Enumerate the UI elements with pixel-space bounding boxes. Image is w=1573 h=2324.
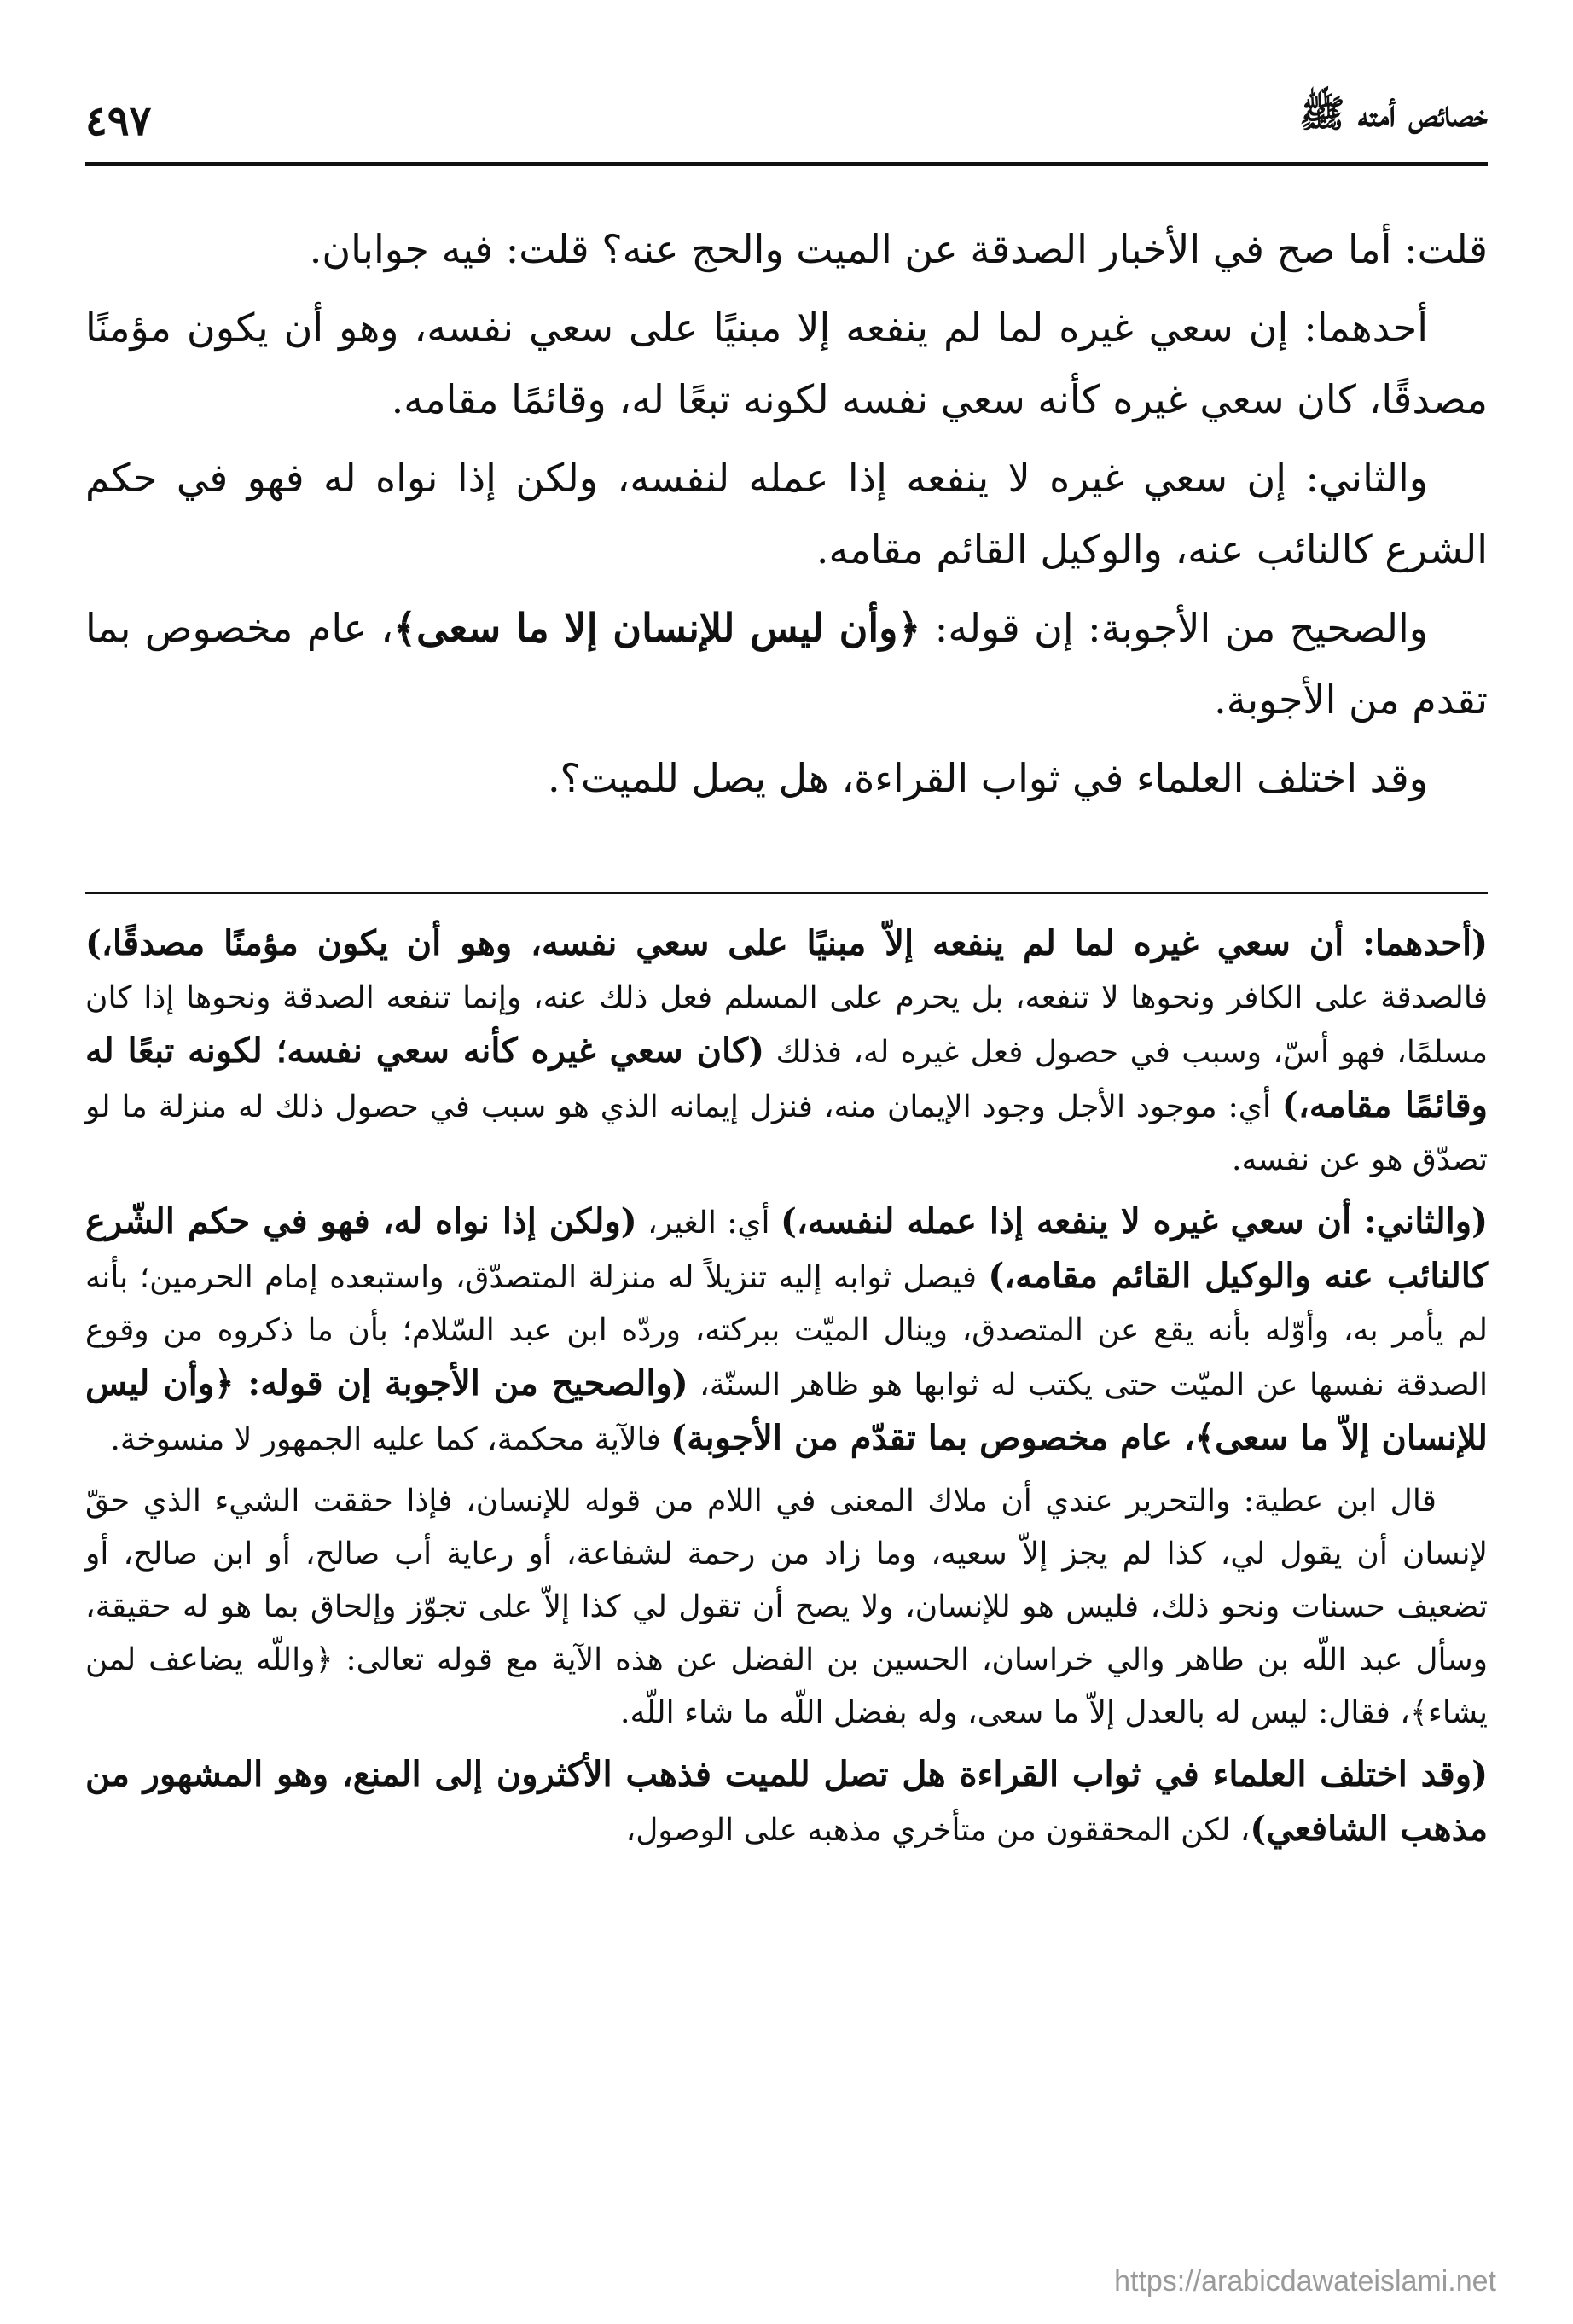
main-paragraph-3: والثاني: إن سعي غيره لا ينفعه إذا عمله لنفسه، ولكن إذا نواه له فهو في حكم الشرع كالنائب عنه، والوكيل القائم مقامه. <box>85 455 1488 572</box>
page-header <box>85 77 1488 145</box>
commentary-paragraph-2 <box>85 1195 1488 1467</box>
main-paragraph-5: وقد اختلف العلماء في ثواب القراءة، هل يصل للميت؟. <box>547 755 1428 801</box>
commentary-paragraph-1 <box>85 917 1488 1187</box>
main-text <box>85 213 1488 821</box>
explanation-text: أي: موجود الأجل وجود الإيمان منه، فنزل إيمانه الذي هو سبب في حصول ذلك له منزلة ما لو تصدّق هو عن نفسه. <box>85 1089 1488 1177</box>
explanation-text: فالصدقة على الكافر ونحوها لا تنفعه، بل يحرم على المسلم فعل ذلك عنه، وإنما تنفعه الصدقة ونحوها إذا كان مسلمًا، فهو أسّ، وسبب في حصول فعل غيره له، فذلك <box>85 980 1488 1070</box>
commentary-paragraph-3: قال ابن عطية: والتحرير عندي أن ملاك المعنى في اللام من قوله للإنسان، فإذا حققت الشيء الذي حقّ لإنسان أن يقول لي، كذا لم يجز إلاّ سعيه، وما زاد من رحمة لشفاعة، أو رعاية أب صالح، أو ابن صالح، أو تضعيف حسنات ونحو ذلك، فليس هو للإنسان، ولا يصح أن تقول لي كذا إلاّ على تجوّز وإلحاق بما هو له حقيقة، وسأل عبد اللّه بن طاهر والي خراسان، الحسين بن الفضل عن هذه الآية مع قوله تعالى: ﴿واللّه يضاعف لمن يشاء﴾، فقال: ليس له بالعدل إلاّ ما سعى، وله بفضل اللّه ما شاء اللّه. <box>85 1484 1488 1730</box>
explanation-text: فيصل ثوابه إليه تنزيلاً له منزلة المتصدّق، واستبعده إمام الحرمين؛ بأنه لم يأمر به، وأوّله بأنه يقع عن المتصدق، وينال الميّت ببركته، وردّه ابن عبد السّلام؛ بأن ما ذكروه من وقوع الصدقة نفسها عن الميّت حتى يكتب له ثوابها هو ظاهر السنّة، <box>85 1260 1488 1403</box>
watermark-url: https://arabicdawateislami.net <box>1114 2265 1496 2298</box>
quoted-text: (والصحيح من الأجوبة إن قوله: ﴿وأن ليس للإنسان إلاّ ما سعى﴾، عام مخصوص بما تقدّم من الأجوبة) <box>85 1363 1488 1458</box>
quoted-text: (أحدهما: أن سعي غيره لما لم ينفعه إلاّ مبنيًا على سعي نفسه، وهو أن يكون مؤمنًا مصدقًا،) <box>85 923 1488 963</box>
main-paragraph-4-start: والصحيح من الأجوبة: إن قوله: <box>920 605 1429 651</box>
explanation-text: أي: الغير، <box>636 1206 781 1240</box>
commentary-rule <box>85 892 1488 894</box>
commentary-paragraph-4 <box>85 1748 1488 1857</box>
header-rule <box>85 162 1488 166</box>
quoted-text: (والثاني: أن سعي غيره لا ينفعه إذا عمله لنفسه،) <box>780 1201 1488 1241</box>
explanation-text: فالآية محكمة، كما عليه الجمهور لا منسوخة. <box>110 1422 671 1457</box>
page-number: ٤٩٧ <box>85 97 152 145</box>
quran-verse: ﴿وأن ليس للإنسان إلا ما سعى﴾ <box>393 605 921 651</box>
main-paragraph-4-end: ، عام مخصوص بما تقدم من الأجوبة. <box>85 605 1488 723</box>
quoted-text: (وقد اختلف العلماء في ثواب القراءة هل تصل للميت فذهب الأكثرون إلى المنع، وهو المشهور من مذهب الشافعي) <box>85 1754 1488 1849</box>
main-paragraph-2: أحدهما: إن سعي غيره لما لم ينفعه إلا مبنيًا على سعي نفسه، وهو أن يكون مؤمنًا مصدقًا، كان سعي غيره كأنه سعي نفسه لكونه تبعًا له، وقائمًا مقامه. <box>85 305 1488 422</box>
running-title: خصائص أمته ﷺ <box>1299 92 1488 136</box>
commentary-text <box>85 917 1488 1866</box>
quoted-text: (ولكن إذا نواه له، فهو في حكم الشّرع كالنائب عنه والوكيل القائم مقامه،) <box>85 1201 1488 1296</box>
main-paragraph-1: قلت: أما صح في الأخبار الصدقة عن الميت والحج عنه؟ قلت: فيه جوابان. <box>309 226 1488 272</box>
main-paragraph-4 <box>85 592 1488 735</box>
quoted-text: (كان سعي غيره كأنه سعي نفسه؛ لكونه تبعًا له وقائمًا مقامه،) <box>85 1031 1488 1125</box>
explanation-text: ، لكن المحققون من متأخري مذهبه على الوصول، <box>625 1813 1251 1848</box>
